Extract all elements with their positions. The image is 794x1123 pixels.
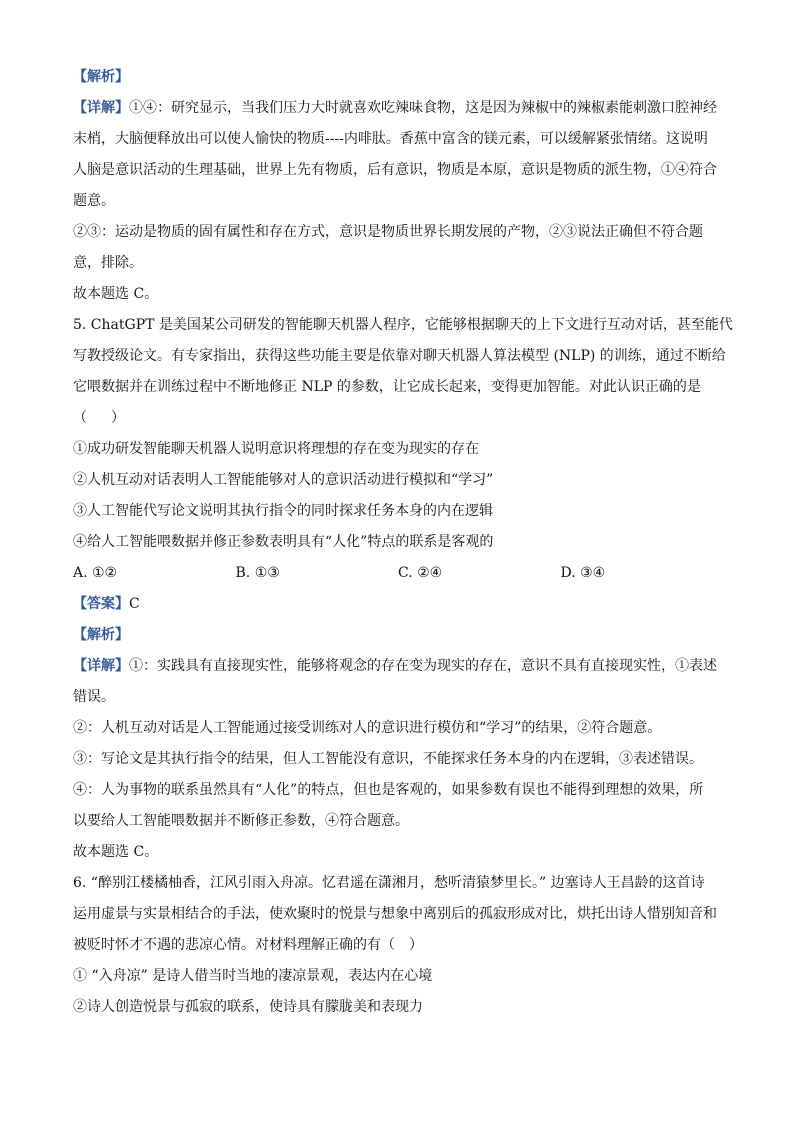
option-d: D. ③④ [560,565,606,581]
answer-tag: 【答案】 [73,596,129,612]
answer-line [73,589,723,620]
conclusion-line: 故本题选 C。 [73,844,159,860]
option-a: A. ①② [73,565,118,581]
explanation-line: ④：人为事物的联系虽然具有“人化”的特点，但也是客观的，如果参数有误也不能得到理想的效果，所 [73,782,704,798]
explanation-text: ①：实践具有直接现实性，能够将观念的存在变为现实的存在，意识不具有直接现实性，①表述 [129,658,717,674]
detail-tag: 【详解】 [73,100,129,116]
statement-item: ②人机互动对话表明人工智能能够对人的意识活动进行模拟和“学习” [73,472,494,488]
question-stem-line: 6. “醉别江楼橘柚香，江风引雨入舟凉。忆君遥在潇湘月，愁听清猿梦里长。” 边塞诗人王昌龄的这首诗 [73,875,705,891]
explanation-line: ③：写论文是其执行指令的结果，但人工智能没有意识，不能探求任务本身的内在逻辑，③表述错误。 [73,751,703,767]
explanation-line: ②③：运动是物质的固有属性和存在方式，意识是物质世界长期发展的产物，②③说法正确但不符合题 [73,224,703,240]
answer-blank [73,403,723,434]
paren-open: （ [73,410,87,426]
question-stem-line: 写教授级论文。有专家指出，获得这些功能主要是依靠对聊天机器人算法模型 (NLP) 的训练，通过不断给 [73,348,726,364]
statement-item: ① “入舟凉” 是诗人借当时当地的凄凉景观，表达内在心境 [73,968,433,984]
explanation-line: 以要给人工智能喂数据并不断修正参数，④符合题意。 [73,813,409,829]
explanation-line [73,651,723,682]
explanation-heading: 【解析】 [73,627,129,643]
explanation-heading: 【解析】 [73,69,129,85]
question-stem-line: 5. ChatGPT 是美国某公司研发的智能聊天机器人程序，它能够根据聊天的上下文进行互动对话，甚至能代 [73,317,733,333]
paren-close: ） [111,410,125,426]
explanation-line [73,93,723,124]
explanation-line: ②：人机互动对话是人工智能通过接受训练对人的意识进行模仿和“学习”的结果，②符合题意。 [73,720,662,736]
document-page [73,62,733,1023]
explanation-line: 末梢，大脑便释放出可以使人愉快的物质----内啡肽。香蕉中富含的镁元素，可以缓解紧张情绪。这说明 [73,131,708,147]
explanation-line: 人脑是意识活动的生理基础，世界上先有物质，后有意识，物质是本原，意识是物质的派生物，①④符合 [73,162,717,178]
options-row [73,558,723,589]
conclusion-line: 故本题选 C。 [73,286,159,302]
question-stem-line: 运用虚景与实景相结合的手法，使欢聚时的悦景与想象中离别后的孤寂形成对比，烘托出诗人惜别知音和 [73,906,717,922]
statement-item: ③人工智能代写论文说明其执行指令的同时探求任务本身的内在逻辑 [73,503,493,519]
explanation-line: 错误。 [73,689,115,705]
option-b: B. ①③ [235,565,280,581]
explanation-line: 题意。 [73,193,115,209]
option-c: C. ②④ [398,565,443,581]
question-stem-line: 被贬时怀才不遇的悲凉心情。对材料理解正确的有（ ） [73,937,423,953]
explanation-line: 意，排除。 [73,255,143,271]
explanation-text: ①④：研究显示，当我们压力大时就喜欢吃辣味食物，这是因为辣椒中的辣椒素能刺激口腔神经 [129,100,717,116]
statement-item: ④给人工智能喂数据并修正参数表明具有“人化”特点的联系是客观的 [73,534,494,550]
statement-item: ②诗人创造悦景与孤寂的联系，使诗具有朦胧美和表现力 [73,999,423,1015]
answer-value: C [129,596,140,612]
detail-tag: 【详解】 [73,658,129,674]
statement-item: ①成功研发智能聊天机器人说明意识将理想的存在变为现实的存在 [73,441,479,457]
question-stem-line: 它喂数据并在训练过程中不断地修正 NLP 的参数，让它成长起来，变得更加智能。对此认识正确的是 [73,379,701,395]
